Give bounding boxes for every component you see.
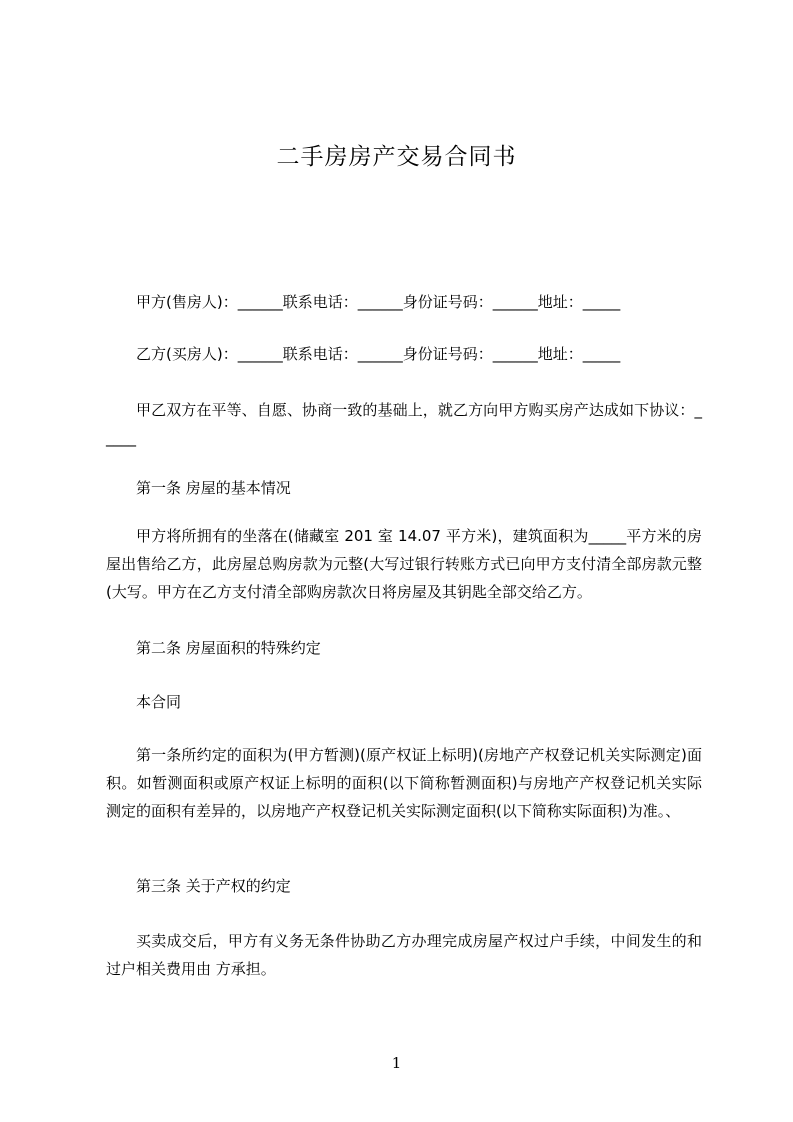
party-b-line: 乙方(买房人)：______联系电话：______身份证号码：______地址：_____: [136, 345, 621, 363]
article-1-body: 甲方将所拥有的坐落在(储藏室 201 室 14.07 平方米)，建筑面积为_____平方米的房屋出售给乙方，此房屋总购房款为元整(大写过银行转账方式已向甲方支付清全部房款元整(大写。甲方在乙方支付清全部购房款次日将房屋及其钥匙全部交给乙方。: [106, 527, 702, 601]
article-1-heading: 第一条 房屋的基本情况: [136, 479, 291, 497]
article-2-body: 第一条所约定的面积为(甲方暂测)(原产权证上标明)(房地产产权登记机关实际测定)面积。如暂测面积或原产权证上标明的面积(以下简称暂测面积)与房地产产权登记机关实际测定的面积有差异的，以房地产产权登记机关实际测定面积(以下简称实际面积)为准。、: [106, 746, 702, 820]
document-title: 二手房房产交易合同书: [276, 144, 517, 170]
page-number: 1: [391, 1054, 402, 1072]
article-3-body: 买卖成交后，甲方有义务无条件协助乙方办理完成房屋产权过户手续，中间发生的和过户相关费用由 方承担。: [106, 932, 702, 978]
article-2-heading: 第二条 房屋面积的特殊约定: [136, 639, 321, 657]
party-a-line: 甲方(售房人)：______联系电话：______身份证号码：______地址：_____: [136, 293, 621, 311]
intro-paragraph: 甲乙双方在平等、自愿、协商一致的基础上，就乙方向甲方购买房产达成如下协议：_____: [106, 401, 702, 447]
article-2-subheading: 本合同: [136, 693, 182, 711]
article-3-heading: 第三条 关于产权的约定: [136, 877, 291, 895]
